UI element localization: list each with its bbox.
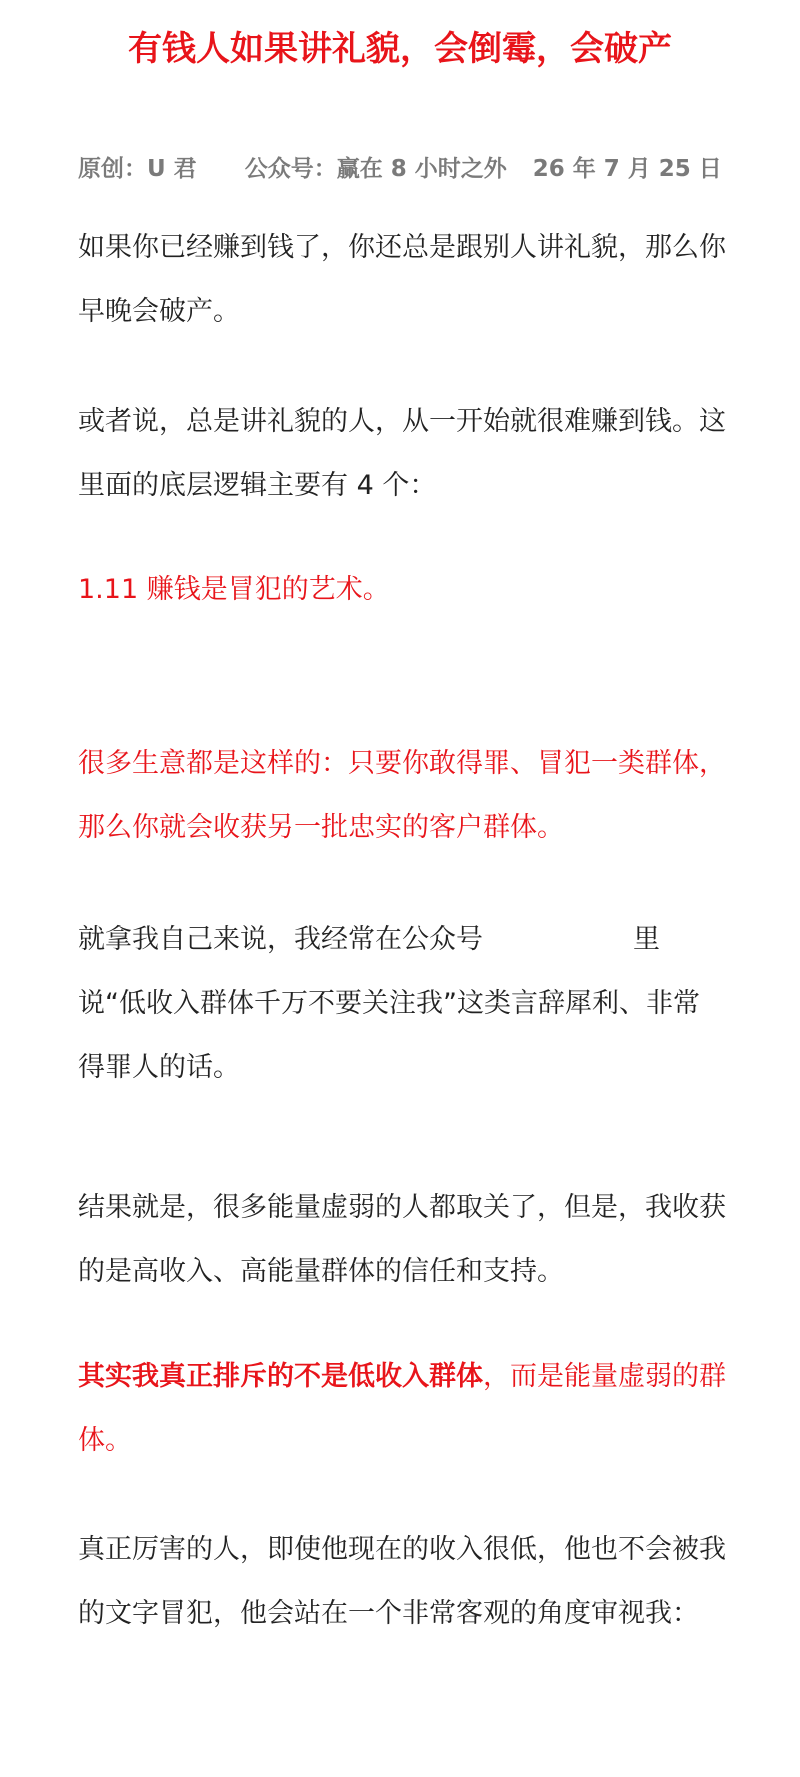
paragraph-7 — [78, 1345, 726, 1473]
paragraph-5-part-b: 里说“低收入群体千万不要关注我”这类言辞犀利、非常得罪人的话。 — [78, 924, 700, 1083]
author-label: 原创：U 君 — [78, 155, 197, 182]
article-title: 有钱人如果讲礼貌，会倒霉，会破产 — [128, 29, 672, 69]
publish-date: 26 年 7 月 25 日 — [532, 155, 722, 182]
paragraph-6: 结果就是，很多能量虚弱的人都取关了，但是，我收获的是高收入、高能量群体的信任和支持。 — [78, 1192, 726, 1287]
paragraph-5-part-a: 就拿我自己来说，我经常在公众号 — [78, 924, 483, 955]
paragraph-2: 或者说，总是讲礼貌的人，从一开始就很难赚到钱。这里面的底层逻辑主要有 4 个： — [78, 406, 726, 501]
section-heading: 1.11 赚钱是冒犯的艺术。 — [78, 574, 390, 605]
paragraph-5 — [78, 908, 726, 1100]
paragraph-7-bold: 其实我真正排斥的不是低收入群体 — [78, 1361, 483, 1392]
account-label[interactable]: 公众号：赢在 8 小时之外 — [244, 155, 507, 182]
paragraph-highlight-red: 很多生意都是这样的：只要你敢得罪、冒犯一类群体，那么你就会收获另一批忠实的客户群体。 — [78, 748, 726, 843]
paragraph-7-rest: ，而是能量虚弱的群体。 — [78, 1361, 726, 1456]
article-meta — [78, 146, 722, 186]
paragraph-1: 如果你已经赚到钱了，你还总是跟别人讲礼貌，那么你早晚会破产。 — [78, 232, 726, 327]
paragraph-8: 真正厉害的人，即使他现在的收入很低，他也不会被我的文字冒犯，他会站在一个非常客观的角度审视我： — [78, 1534, 726, 1629]
